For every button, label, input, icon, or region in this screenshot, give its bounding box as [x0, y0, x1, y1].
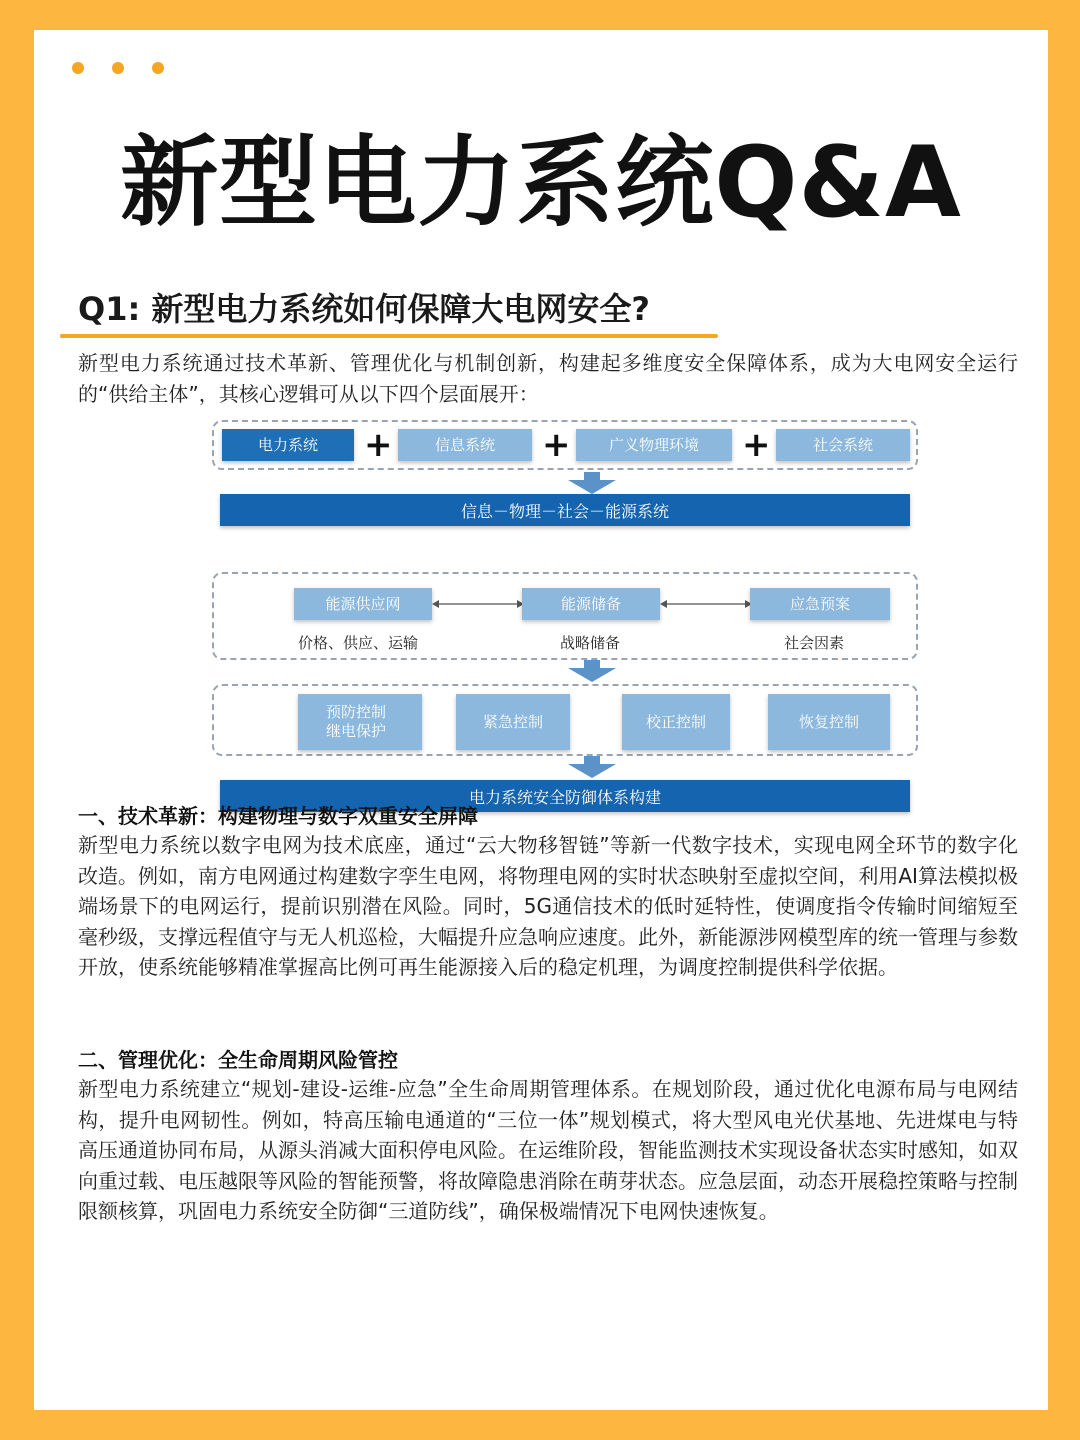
- plus-icon: +: [542, 425, 571, 465]
- down-arrow-icon: [562, 660, 622, 684]
- dot-icon: [152, 62, 164, 74]
- system-info: 信息系统: [398, 429, 532, 461]
- down-arrow-icon: [562, 756, 622, 780]
- energy-supply-net: 能源供应网: [294, 588, 432, 620]
- content-card: [34, 30, 1048, 1410]
- system-social: 社会系统: [776, 429, 910, 461]
- energy-reserve-sub: 战略储备: [560, 634, 621, 652]
- control-preventive: 预防控制 继电保护: [298, 694, 422, 750]
- control-emergency: 紧急控制: [456, 694, 570, 750]
- system-physical: 广义物理环境: [576, 429, 732, 461]
- double-arrow-icon: [432, 598, 524, 610]
- emergency-plan-sub: 社会因素: [784, 634, 845, 652]
- double-arrow-icon: [660, 598, 752, 610]
- dot-icon: [72, 62, 84, 74]
- question-underline: [60, 334, 718, 338]
- plus-icon: +: [742, 425, 771, 465]
- page-title: 新型电力系统Q&A: [120, 126, 962, 240]
- question-heading: Q1: 新型电力系统如何保障大电网安全?: [78, 290, 650, 328]
- system-power: 电力系统: [222, 429, 354, 461]
- dot-icon: [112, 62, 124, 74]
- defense-bar: 电力系统安全防御体系构建: [220, 780, 910, 812]
- section-1-title: 一、技术革新：构建物理与数字双重安全屏障: [78, 804, 478, 828]
- intro-paragraph: 新型电力系统通过技术革新、管理优化与机制创新，构建起多维度安全保障体系，成为大电网安全运行的“供给主体”，其核心逻辑可从以下四个层面展开：: [78, 351, 1018, 406]
- energy-supply-sub: 价格、供应、运输: [298, 634, 419, 652]
- control-restoration: 恢复控制: [768, 694, 890, 750]
- security-diagram: [212, 420, 924, 807]
- section-1-body: 新型电力系统以数字电网为技术底座，通过“云大物移智链”等新一代数字技术，实现电网全环节的数字化改造。例如，南方电网通过构建数字孪生电网，将物理电网的实时状态映射至虚拟空间，利用AI算法模拟极端场景下的电网运行，提前识别潜在风险。同时，5G通信技术的低时延特性，使调度指令传输时间缩短至毫秒级，支撑远程值守与无人机巡检，大幅提升应急响应速度。此外，新能源涉网模型库的统一管理与参数开放，使系统能够精准掌握高比例可再生能源接入后的稳定机理，为调度控制提供科学依据。: [78, 833, 1018, 979]
- emergency-plan: 应急预案: [750, 588, 890, 620]
- control-corrective: 校正控制: [622, 694, 730, 750]
- section-2-body: 新型电力系统建立“规划-建设-运维-应急”全生命周期管理体系。在规划阶段，通过优化电源布局与电网结构，提升电网韧性。例如，特高压输电通道的“三位一体”规划模式，将大型风电光伏基地、先进煤电与特高压通道协同布局，从源头消减大面积停电风险。在运维阶段，智能监测技术实现设备状态实时感知，如双向重过载、电压越限等风险的智能预警，将故障隐患消除在萌芽状态。应急层面，动态开展稳控策略与控制限额核算，巩固电力系统安全防御“三道防线”，确保极端情况下电网快速恢复。: [78, 1077, 1018, 1223]
- cps-bar: 信息－物理－社会－能源系统: [220, 494, 910, 526]
- plus-icon: +: [364, 425, 393, 465]
- energy-reserve: 能源储备: [522, 588, 660, 620]
- section-2-title: 二、管理优化：全生命周期风险管控: [78, 1048, 398, 1072]
